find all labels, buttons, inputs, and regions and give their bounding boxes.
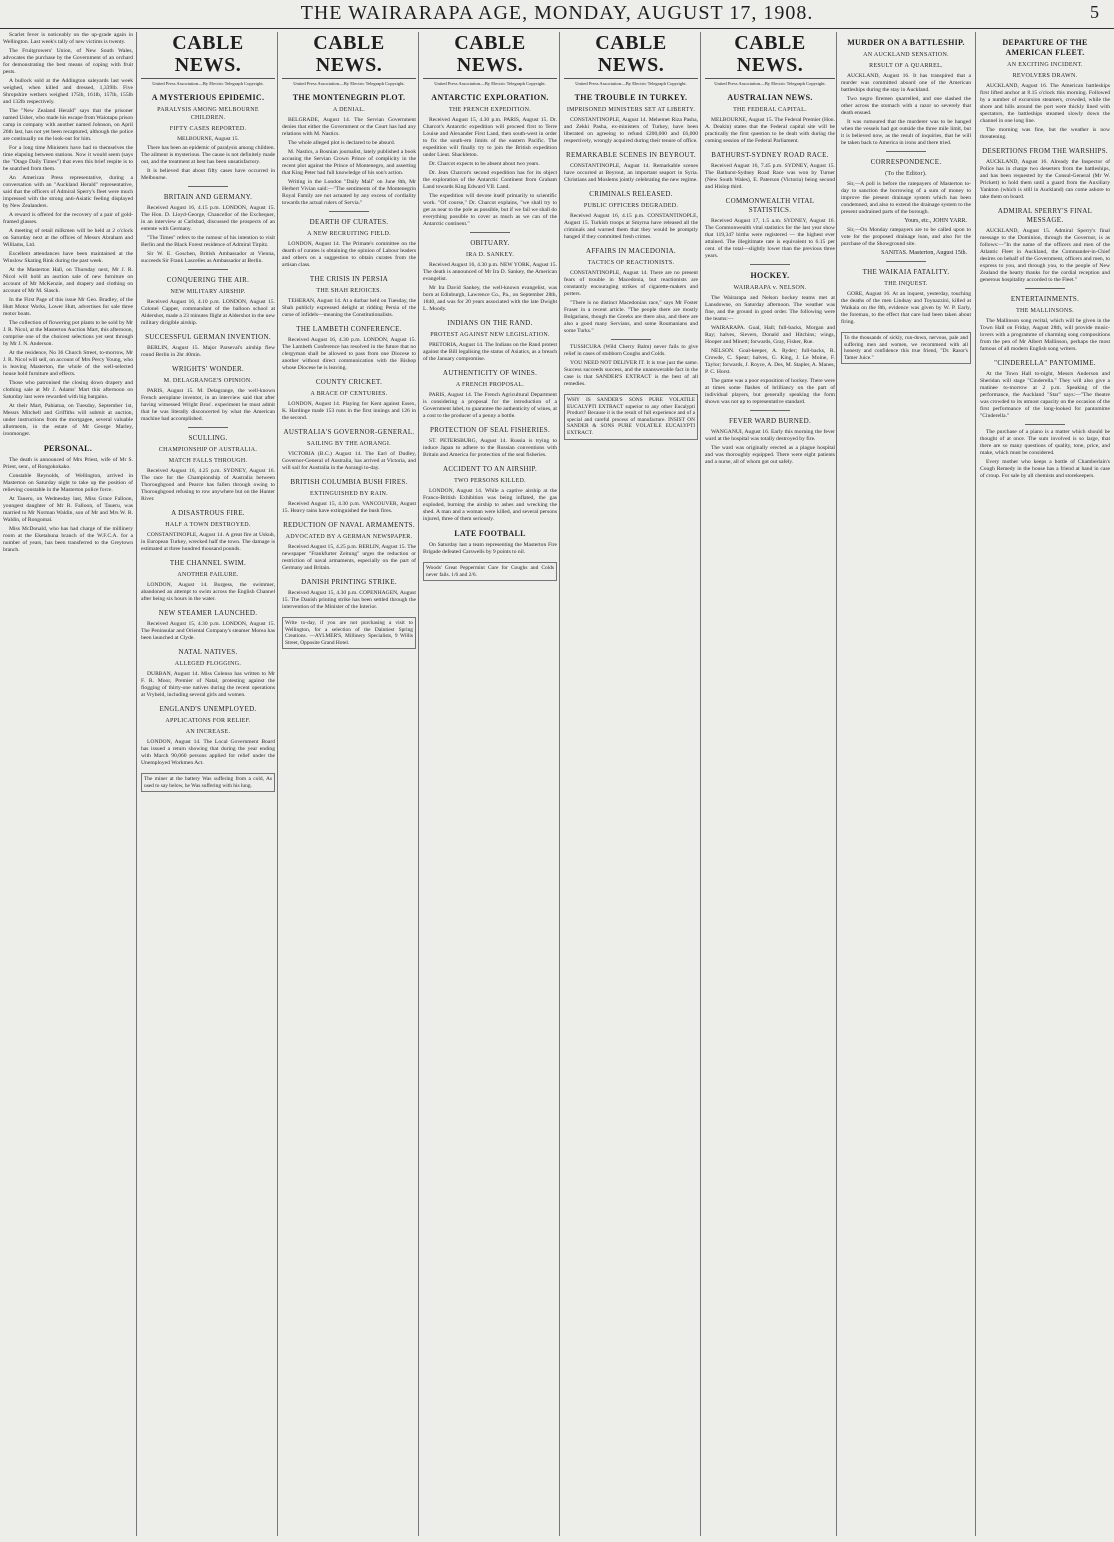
headline: WRIGHTS' WONDER.	[171, 365, 245, 373]
headline: ACCIDENT TO AN AIRSHIP.	[442, 465, 538, 473]
paragraph: BERLIN, August 15. Major Parseval's airship flew round Berlin in 2hr 40min.	[141, 345, 275, 358]
paragraph: VICTORIA (B.C.) August 14. The Earl of Dudley, Governor-General of Australia, has arrived at Victoria, and will sail for Australia in the Aorangi to-day.	[282, 451, 416, 471]
advertisement: Woods' Great Peppermint Cure for Coughs and Colds never fails. 1/6 and 2/6.	[423, 562, 557, 581]
subheadline: MATCH FALLS THROUGH.	[168, 458, 248, 464]
dateline: MELBOURNE, August 15.	[177, 136, 239, 142]
page-number: 5	[1090, 2, 1100, 22]
subheadline: AN INCREASE.	[185, 729, 231, 735]
paragraph: YOU NEED NOT DELIVER IT. It is true just the same. Success succeeds success, and the unanswerable fact in the case is that SANDER'S EXTRACT is the best of all remedies.	[564, 360, 698, 387]
paragraph: M. Nastics, a Bosnian journalist, lately published a book accusing the Servian Crown Prince of complicity in the recent plot against the Prince of Montenegro, and asserting that King Peter had full knowledge of his son's action.	[282, 149, 416, 176]
paragraph: "There is no distinct Macedonian race," says Mr Foster Fraser in a recent article. "The people there are mostly Bulgarians, though the Greeks are there also, and there are also a good many Servians, and some Roumanians and some Turks."	[564, 300, 698, 334]
advertisement: Write to-day, if you are not purchasing a visit to Wellington, for a selection of the Daintiest Spring Creations. —AYLMER'S, Millinery Specialists, 9 Willis Street, Opposite Grand Hotel.	[282, 617, 416, 649]
paragraph: At the Masterton Hall, on Thursday next, Mr J. R. Nicol will hold an auction sale of new furniture on account of Mr McKenzie, and drapery and clothing on account of Mr M. Slasck.	[3, 267, 133, 294]
paragraph: Miss McDonald, who has had charge of the millinery room at the Eketahuna branch of the W.F.C.A. for a number of years, has been transferred to the Greytown branch.	[3, 526, 133, 553]
headline: A DISASTROUS FIRE.	[171, 509, 245, 517]
paragraph: At their Mart, Pahiatua, on Tuesday, September 1st, Messrs Mitchell and Griffiths will submit at auction, under instructions from the mortgagee, several valuable allotments, in the estate of Mr George Marley, ironmonger.	[3, 403, 133, 437]
headline: CRIMINALS RELEASED.	[589, 190, 673, 198]
paragraph: AUCKLAND, August 16. The American battleships first lifted anchor at 8.15 o'clock this morning. Followed by a number of excursion steamers, crowded, while the shore and hills around the port were thickly lined with spectators, the battleships steamed slowly down the channel in one long line.	[980, 83, 1110, 124]
headline: REMARKABLE SCENES IN BEYROUT.	[566, 151, 696, 159]
paragraph: LONDON, August 14. While a captive airship at the Franco-British Exhibition was being inflated, the gas exploded, burning the airship to ashes and wrecking the shed. A man and a woman were killed, and several persons injured, three of them seriously.	[423, 488, 557, 522]
paragraph: Sir W. E. Goschen, British Ambassador at Vienna, succeeds Sir Frank Lascelles as Ambassador at Berlin.	[141, 251, 275, 264]
paragraph: WAIRARAPA. Goal, Hall; full-backs, Morgan and Ray; halves, Sievers, Donald and Hitchins; wings, Hooper and Minett; forwards, Gray, Fisher, Rue.	[705, 325, 835, 345]
headline: AFFAIRS IN MACEDONIA.	[586, 247, 676, 255]
subheadline: HALF A TOWN DESTROYED.	[165, 522, 251, 528]
subheadline: AN AUCKLAND SENSATION.	[863, 52, 949, 58]
headline: PROTECTION OF SEAL FISHERIES.	[429, 426, 551, 434]
section-heading: PERSONAL.	[43, 444, 93, 453]
paragraph: Received August 16, 4.15 p.m. LONDON, August 15. The Hon. D. Lloyd-George, Chancellor of the Exchequer, in an interview at Carlsbad, discussed the prospects of an entente with Germany.	[141, 205, 275, 232]
paragraph: Received August 16, 4.15 p.m. CONSTANTINOPLE, August 15. Turkish troops at Smyrna have released all the criminals and warned them that they would be promptly hanged if they committed fresh crimes.	[564, 213, 698, 240]
subheadline: PROTEST AGAINST NEW LEGISLATION.	[430, 332, 550, 338]
paragraph: DURBAN, August 14. Miss Colenso has written to Mr F. R. Moor, Premier of Natal, protesting against the flogging of thirty-one natives during the recent operations at Vryheid, including several girls and women.	[141, 671, 275, 698]
masthead-title: THE WAIRARAPA AGE, MONDAY, AUGUST 17, 1908.	[300, 2, 814, 24]
paragraph: The Wairarapa and Nelson hockey teams met at Lansdowne, on Saturday afternoon. The weather was fine, and the ground in good order. The following were the teams:—	[705, 295, 835, 322]
divider	[1025, 288, 1065, 289]
column-7	[838, 32, 974, 1536]
paragraph: Dr. Charcot expects to be absent about two years.	[429, 161, 540, 167]
paragraph: PARIS, August 15. M. Delagrange, the well-known French aeroplane inventor, in an interview said that after having witnessed Wright Bros'. experiment he must admit that he was literally disconcerted by what the American machine had accomplished.	[141, 388, 275, 422]
paragraph: The morning was fine, but the weather is now threatening.	[980, 127, 1110, 140]
subheadline: THE MALLINSONS.	[1016, 308, 1074, 314]
paragraph: WANGANUI, August 16. Early this morning the fever ward at the hospital was totally destroyed by fire.	[705, 429, 835, 442]
paragraph: Received August 15, 4.30 p.m. COPENHAGEN, August 15. The Danish printing strike has been settled through the intervention of the Minister of the Interior.	[282, 590, 416, 610]
paragraph: AUCKLAND, August 15. Admiral Sperry's final message to the Dominion, through the Governor, is as follows:—"In the name of the officers and men of the Atlantic Fleet in Auckland, the Commander-in-Chief desires on behalf of the Government, officers and men, to express to you, and through you, to the people of New Zealand the hearty thanks for the cordial reception and generous hospitality accorded to the Fleet."	[980, 228, 1110, 283]
paragraph: PARIS, August 14. The French Agricultural Department is considering a proposal for the introduction of a Government label, to guarantee the authenticity of wines, at a cost to the producer of a penny a bottle.	[423, 392, 557, 419]
wire-credit: United Press Association—By Electric Telegraph Copyright.	[714, 81, 826, 86]
subheadline: PUBLIC OFFICERS DEGRADED.	[583, 203, 679, 209]
paragraph: CONSTANTINOPLE, August 14. Mehemet Riza Pasha, and Zekki Pasha, ex-ministers of Turkey, have been liberated on agreeing to refund £200,000 and £6,000 respectively, wrongly acquired during their tenure of office.	[564, 117, 698, 144]
headline: ENTERTAINMENTS.	[1010, 295, 1080, 303]
paragraph: AUCKLAND, August 16. It has transpired that a murder was committed aboard one of the American battleships during the stay in Auckland.	[841, 73, 971, 93]
divider	[470, 232, 510, 233]
headline: COMMONWEALTH VITAL STATISTICS.	[725, 197, 815, 214]
headline: BRITISH COLUMBIA BUSH FIRES.	[290, 478, 408, 486]
paragraph: Mr Ira David Sankey, the well-known evangelist, was born at Edinburgh, Lawrence Co., Pa., on September 28th, 1840, and was for 20 years associated with the late Dwight L. Moody.	[423, 285, 557, 312]
paragraph: Received August 15, 4.30 p.m. PARIS, August 15. Dr. Charcot's Antarctic expedition will proceed first to Terre Louise and Alexander First Land, then south-west in order to fix the south-ern limits of the eastern Pacific. The expedition will finally try to join the British expedition under Lieut. Shackleton.	[423, 117, 557, 158]
headline: COUNTY CRICKET.	[315, 378, 383, 386]
paragraph: CONSTANTINOPLE, August 14. A great fire at Uskub, in European Turkey, wrecked half the town. The damage is estimated at three hundred thousand pounds.	[141, 532, 275, 552]
headline: AUSTRALIAN NEWS.	[727, 93, 813, 102]
headline: A MYSTERIOUS EPIDEMIC.	[151, 93, 265, 102]
subheadline: A NEW RECRUITING FIELD.	[307, 231, 391, 237]
paragraph: LONDON, August 14. Burgess, the swimmer, abandoned an attempt to swim across the English Channel after being six hours in the water.	[141, 582, 275, 602]
subheadline: IMPRISONED MINISTERS SET AT LIBERTY.	[566, 107, 696, 113]
headline: AUTHENTICITY OF WINES.	[442, 369, 538, 377]
subheadline: (To the Editor).	[885, 171, 927, 177]
paragraph: TEHERAN, August 14. At a durbar held on Tuesday, the Shah publicly expressed delight at ridding Persia of the curse of infidels—meaning the Constitutionalists.	[282, 298, 416, 318]
paragraph: ST. PETERSBURG, August 14. Russia is trying to induce Japan to adhere to the Russian conventions with Britain and America for protection of the seal fisheries.	[423, 438, 557, 458]
paragraph: Received August 15, 4.30 p.m. VANCOUVER, August 15. Heavy rains have extinguished the bush fires.	[282, 501, 416, 514]
wire-credit: United Press Association—By Electric Telegraph Copyright.	[293, 81, 405, 86]
paragraph: The death is announced of Mrs Priest, wife of Mr S. Priest, senr., of Rongokokako.	[3, 457, 133, 470]
headline: ANTARCTIC EXPLORATION.	[431, 93, 549, 102]
cable-news-banner: CABLE NEWS.	[423, 32, 557, 79]
subheadline: THE SHAH REJOICES.	[316, 288, 382, 294]
paragraph: TUSSICURA (Wild Cherry Balm) never fails to give relief in cases of stubborn Coughs and Colds.	[564, 344, 698, 357]
paragraph: CONSTANTINOPLE, August 14. There are no present fears of trouble in Macedonia, but reactionists are constantly encouraging strikes of cigarette-makers and porters.	[564, 270, 698, 297]
paragraph: Received August 17, 1.5 a.m. SYDNEY, August 16. The Commonwealth vital statistics for the last year show that 119,347 births were registered — the highest ever attained. The illegitimate rate is equivalent to 6.15 per cent. of the total—slightly lower than the previous three years.	[705, 218, 835, 259]
subheadline: A BRACE OF CENTURIES.	[310, 391, 388, 397]
headline: AUSTRALIA'S GOVERNOR-GENERAL.	[283, 428, 415, 436]
paragraph: Received August 16, 4.10 p.m. LONDON, August 15. Colonel Capper, commandant of the balloon school at Aldershot, made a 23 minutes flight at Aldershot in the new military dirigible airship.	[141, 299, 275, 326]
subheadline: NEW MILITARY AIRSHIP.	[170, 289, 246, 295]
divider	[611, 339, 651, 340]
paragraph: At the Town Hall to-night, Messrs Anderson and Sheridan will stage "Cinderella." They will also give a matinee to-morrow at 2 p.m. Speaking of the performance, the Auckland "Star" says:—"The theatre was crowded to its utmost capacity on the occasion of the first performance of the long-looked for pantomime "Cinderella."	[980, 371, 1110, 419]
headline: CORRESPONDENCE.	[870, 158, 942, 166]
column-6	[702, 32, 838, 1536]
paragraph: The game was a poor exposition of hockey. There were at times some flashes of brilliancy on the part of individual players, but generally speaking the form shown was not up to representative standard.	[705, 378, 835, 405]
headline: NATAL NATIVES.	[178, 648, 238, 656]
paragraph: A bullock sold at the Addington saleyards last week weighed, when killed and dressed, 1,339lb. Five Shropshire wethers weighed 175lb, 161lb, 157lb, 155lb and 132lb respectively.	[3, 78, 133, 105]
column-rule	[136, 32, 137, 1536]
divider	[886, 151, 926, 152]
advertisement: To the thousands of sickly, run-down, nervous, pale and suffering men and women, we recommend with all honesty and confidence this true friend, "Dr. Rasor's Tamer Juice."	[841, 332, 971, 364]
subheadline: REVOLVERS DRAWN.	[1012, 73, 1078, 79]
column-1	[0, 32, 136, 1536]
paragraph: Constable Reynolds, of Wellington, arrived in Masterton on Saturday night to take up the position of relieving constable in the Masterton police force.	[3, 473, 133, 493]
subheadline: APPLICATIONS FOR RELIEF.	[165, 718, 251, 724]
subheadline: SAILING BY THE AORANGI.	[307, 441, 391, 447]
cable-news-banner: CABLE NEWS.	[705, 32, 835, 79]
paragraph: Received August 16, 4.25 p.m. SYDNEY, August 16. The race for the Championship of Australia between Thoroughgood and Pearce has fallen through owing to Thoroughgood refusing to row anywhere but on the Hunter River.	[141, 468, 275, 502]
paragraph: "The Times" refers to the rumour of his intention to visit Berlin and the Black Forest residence of Admiral Tirpitz.	[141, 235, 275, 248]
subheadline: EXTINGUISHED BY RAIN.	[310, 491, 388, 497]
subheadline: TWO PERSONS KILLED.	[454, 478, 526, 484]
headline: CONQUERING THE AIR.	[166, 276, 250, 284]
headline: NEW STEAMER LAUNCHED.	[158, 609, 258, 617]
paragraph: At Taueru, on Wednesday last, Miss Grace Falloon, youngest daughter of Mr R. Falloon, of Taueru, was married to Mr Norman Waldin, son of Mr and Mrs W. R. Waldin, of Rongomai.	[3, 496, 133, 523]
headline: ADMIRAL SPERRY'S FINAL MESSAGE.	[997, 207, 1093, 224]
paragraph: Received August 15, 4.25 p.m. BERLIN, August 15. The newspaper "Frankfurter Zeitung" urges the reduction or restriction of naval armaments, especially on the part of Germany and Britain.	[282, 544, 416, 571]
headline: THE TROUBLE IN TURKEY.	[574, 93, 688, 102]
headline: INDIANS ON THE RAND.	[447, 319, 533, 327]
paragraph: Received August 16, 4.30 p.m. NEW YORK, August 15. The death is announced of Mr Ira D. Sankey, the American evangelist.	[423, 262, 557, 282]
wire-credit: United Press Association—By Electric Telegraph Copyright.	[434, 81, 546, 86]
divider	[886, 261, 926, 262]
headline: BATHURST-SYDNEY ROAD RACE.	[711, 151, 829, 159]
paragraph: Every mother who keeps a bottle of Chamberlain's Cough Remedy in the house has a friend at hand in case of croup. For sale by all chemists and storekeepers.	[980, 459, 1110, 479]
column-5	[561, 32, 701, 1536]
headline: THE WAIKAIA FATALITY.	[862, 268, 950, 276]
headline: BRITAIN AND GERMANY.	[163, 193, 253, 201]
cable-news-banner: CABLE NEWS.	[564, 32, 698, 79]
paragraph: In the First Page of this issue Mr Geo. Bradley, of the Hutt Motor Works, Lower Hutt, advertises for sale three motor boats.	[3, 297, 133, 317]
paragraph: MELBOURNE, August 15. The Federal Premier (Hon. A. Deakin) states that the Federal capital site will be practically the first question to be dealt with during the coming session of the Federal Parliament.	[705, 117, 835, 144]
divider	[188, 269, 228, 270]
divider	[188, 186, 228, 187]
paragraph: At the residence, No 36 Church Street, to-morrow, Mr J. R. Nicol will sell, on account of Mrs Percy Young, who is leaving Masterton, the whole of the well-selected house hold furniture and effects.	[3, 350, 133, 377]
paragraph: On Saturday last a team representing the Masterton Fire Brigade defeated Carswells by 9 points to nil.	[423, 542, 557, 555]
headline: THE CHANNEL SWIM.	[169, 559, 247, 567]
headline: THE MONTENEGRIN PLOT.	[292, 93, 406, 102]
paragraph: GORE, August 16. At an inquest, yesterday, touching the deaths of the men Lindsay and Toynazzini, killed at Waikaia on the 8th, evidence was given by W. P. Early, the foreman, to the effect that care had been taken about firing.	[841, 291, 971, 325]
paragraph: The ward was originally erected as a plague hospital and was thoroughly equipped. There were eight patients and a nurse, all of whom got out safely.	[705, 445, 835, 465]
divider	[1025, 424, 1065, 425]
headline: OBITUARY.	[470, 239, 510, 247]
subheadline: THE FRENCH EXPEDITION.	[448, 107, 532, 113]
paragraph: CONSTANTINOPLE, August 14. Remarkable scenes have occurred at Beyrout, an important seaport in Syria. Christians and Moslems jointly celebrating the new regime.	[564, 163, 698, 183]
paragraph: Dr. Jean Charcot's second expedition has for its object the exploration of the Antarctic Continent from Graham Land towards King Edward VII. Land.	[423, 170, 557, 190]
paragraph: It was rumoured that the murderer was to be hanged when the vessels had got outside the three mile limit, but it is believed now, as the result of inquiries, that he will be taken back to America in irons and there tried.	[841, 119, 971, 146]
subheadline: ALLEGED FLOGGING.	[174, 661, 242, 667]
paragraph: An American Press representative, during a conversation with an "Auckland Herald" representative, said that the officers of Admiral Sperry's fleet were much impressed with the strong anti-Asiatic feeling displayed by New Zealanders.	[3, 175, 133, 209]
subheadline: THE FEDERAL CAPITAL.	[733, 107, 807, 113]
subheadline: A DENIAL.	[332, 107, 366, 113]
letter-signature: Yours, etc., JOHN YARR.	[904, 218, 967, 224]
divider	[750, 410, 790, 411]
headline: HOCKEY.	[750, 271, 790, 280]
headline: DEPARTURE OF THE AMERICAN FLEET.	[1002, 38, 1088, 57]
paragraph: There has been an epidemic of paralysis among children. The ailment is mysterious. The cause is not definitely made out, and the treatment at best has been unsatisfactory.	[141, 145, 275, 165]
subheadline: AN EXCITING INCIDENT.	[1007, 62, 1083, 68]
headline: LATE FOOTBALL	[454, 529, 526, 538]
subheadline: ANOTHER FAILURE.	[177, 572, 239, 578]
wire-credit: United Press Association—By Electric Telegraph Copyright.	[575, 81, 687, 86]
paragraph: LONDON, August 14. The Primate's committee on the dearth of curates is obtaining the opinion of Labour leaders and others on a suggestion to obtain curates from the artisan class.	[282, 241, 416, 268]
paragraph: AUCKLAND, August 16. Already the Inspector of Police has in charge two deserters from the battleships, and has been requested by the Consul-General (Mr W. Prickett) to hold them until a guard from the Auxiliary Yankton (which is still in Auckland) can come ashore to take them on board.	[980, 159, 1110, 200]
headline: SCULLING.	[188, 434, 228, 442]
cable-news-banner: CABLE NEWS.	[282, 32, 416, 79]
column-4	[420, 32, 560, 1536]
paragraph: The Fruitgrowers' Union, of New South Wales, advocates the purchase by the Government of an orchard for demonstrating the best means of coping with fruit pests.	[3, 48, 133, 75]
column-rule	[975, 32, 976, 1536]
letter-signature: SANITAS. Masterton, August 15th.	[881, 250, 967, 256]
subheadline: IRA D. SANKEY.	[465, 252, 515, 258]
paragraph: Received August 16, 4.30 p.m. LONDON, August 15. The Lambeth Conference has resolved in the future that no clergyman shall be allowed to pass from one Diocese to another without direct communication with the Bishop whose Diocese he is leaving.	[282, 337, 416, 371]
paragraph: PRETORIA, August 14. The Indians on the Rand protest against the Bill legalising the status of Asiatics, as a breach of the January compromise.	[423, 342, 557, 362]
subheadline: ADVOCATED BY A GERMAN NEWSPAPER.	[285, 534, 413, 540]
subheadline: TACTICS OF REACTIONISTS.	[587, 260, 675, 266]
headline: ENGLAND'S UNEMPLOYED.	[159, 705, 257, 713]
divider	[750, 264, 790, 265]
headline: THE LAMBETH CONFERENCE.	[296, 325, 402, 333]
paragraph: The purchase of a piano is a matter which should be thought of at once. The sum involved is so large, that there are so many questions of quality, tone, price, and make, which must be considered.	[980, 429, 1110, 456]
headline: THE CRISIS IN PERSIA	[309, 275, 389, 283]
subheadline: CHAMPIONSHIP OF AUSTRALIA.	[158, 447, 258, 453]
headline: "CINDERELLA" PANTOMIME.	[994, 359, 1096, 367]
headline: MURDER ON A BATTLESHIP.	[847, 38, 965, 47]
paragraph: LONDON, August 14. Playing for Kent against Essex, K. Hardinge made 153 runs in the first innings and 126 in the second.	[282, 401, 416, 421]
headline: REDUCTION OF NAVAL ARMAMENTS.	[283, 521, 415, 529]
headline: DEARTH OF CURATES.	[309, 218, 389, 226]
paragraph: It is believed that about fifty cases have occurred in Melbourne.	[141, 168, 275, 181]
paragraph: The expedition will devote itself primarily to scientific work. "Of course," Dr. Charcot explains, "we shall try to get as near to the pole as possible, but if we fail we shall do everything possible to cover as much as we can of the Antarctic continent."	[423, 193, 557, 227]
paragraph: The Mallinson song recital, which will be given in the Town Hall on Friday, August 28th, will provide music-lovers with a programme of charming song compositions from the pen of Mr Albert Mallinson, perhaps the most famous of all modern English song writers.	[980, 318, 1110, 352]
column-3	[279, 32, 419, 1536]
headline: SUCCESSFUL GERMAN INVENTION.	[145, 333, 271, 341]
subheadline: FIFTY CASES REPORTED.	[169, 126, 247, 132]
headline: FEVER WARD BURNED.	[728, 417, 812, 425]
paragraph: For a long time Ministers have had to themselves the time elapsing between stations. Now it would seem (says the "Otago Daily Times") that even this brief respite is to be snatched from them.	[3, 145, 133, 172]
paragraph: Sir,—On Monday ratepayers are to be called upon to vote for the proposed drainage loan, and also for the purchase of the Showground site.	[841, 227, 971, 247]
paragraph: Two negro firemen quarrelled, and one slashed the other across the stomach with a razor so severely that death ensued.	[841, 96, 971, 116]
subheadline: WAIRARAPA v. NELSON.	[733, 285, 807, 291]
paragraph: Scarlet fever is noticeably on the up-grade again in Wellington. Last week's tally of new victims is twenty.	[3, 32, 133, 45]
paragraph: Writing in the London "Daily Mail" on June 8th, Mr Herbert Vivian said:—"The sentiments of the Montenegrin Royal Family are not actuated by any excess of cordiality towards the actual rulers of Servia."	[282, 179, 416, 206]
masthead	[0, 2, 1114, 29]
subheadline: A FRENCH PROPOSAL.	[455, 382, 525, 388]
paragraph: Received August 16, 7.45 p.m. SYDNEY, August 15. The Bathurst-Sydney Road Race was won by Turner (New South Wales), E. Paterson (Victoria) being second and Hislop third.	[705, 163, 835, 190]
paragraph: A reward is offered for the recovery of a pair of gold-framed glasses.	[3, 212, 133, 225]
column-2	[138, 32, 278, 1536]
paragraph: The collection of flowering pot plants to be sold by Mr J. R. Nicol, at the Masterton Auction Mart, this afternoon, comprise one of the choicest selections yet sent through by Mr J. N. Anderson.	[3, 320, 133, 347]
paragraph: Excellent attendances have been maintained at the Winslow Skating Rink during the past week.	[3, 251, 133, 264]
paragraph: Received August 15, 4.30 p.m. LONDON, August 15. The Peninsular and Oriental Company's steamer Morea has been launched at Clyde.	[141, 621, 275, 641]
paragraph: LONDON, August 14. The Local Government Board has issued a return showing that during the year ending with March 90,060 persons applied for relief under the Unemployed Workmen Act.	[141, 739, 275, 766]
headline: DANISH PRINTING STRIKE.	[301, 578, 397, 586]
wire-credit: United Press Association—By Electric Telegraph Copyright.	[152, 81, 264, 86]
paragraph: Sir,—A poll is before the ratepayers of Masterton to-day to sanction the borrowing of a sum of money to improve the present drainage system which has been condemned, and also to extend the drainage system to the present undrained parts of the borough.	[841, 181, 971, 215]
advertisement: WHY IS SANDER'S SONS PURE VOLATILE EUCALYPTI EXTRACT superior to any other Eucalypti Product? Because it is the result of full experience and of a special and careful process of manufacture. INSIST ON SANDER & SONS PURE VOLATILE EUCALYPTI EXTRACT.	[564, 394, 698, 440]
cable-news-banner: CABLE NEWS.	[141, 32, 275, 79]
divider	[329, 211, 369, 212]
paragraph: The "New Zealand Herald" says that the prisoner named Usher, who made his escape from Waiotapu prison camp in company with another named Johnson, on April 26th last, has not yet been recaptured, although the police are continually on the look-out for him.	[3, 108, 133, 142]
subheadline: PARALYSIS AMONG MELBOURNE CHILDREN.	[157, 107, 259, 121]
subheadline: RESULT OF A QUARREL.	[869, 63, 943, 69]
paragraph: The whole alleged plot is declared to be absurd.	[288, 140, 396, 146]
paragraph: Those who patronised the closing down drapery and clothing sale at Mr J. Adams' Mart this afternoon on Saturday last were rewarded with big bargains.	[3, 380, 133, 400]
paragraph: A meeting of retail milkmen will be held at 2 o'clock on Saturday next at the offices of Messrs Abraham and Williams, Ltd.	[3, 228, 133, 248]
subheadline: M. DELAGRANGE'S OPINION.	[163, 378, 253, 384]
column-8	[977, 32, 1113, 1536]
paragraph: BELGRADE, August 14. The Servian Government denies that either the Government or the Court has had any relations with M. Nastics.	[282, 117, 416, 137]
subheadline: THE INQUEST.	[884, 281, 928, 287]
paragraph: NELSON. Goal-keeper, A. Ryder; full-backs, R. Crowde, C. Spear; halves, G. King, J. Le Moine, F. Taylor; forwards, J. Royce, A. Des, M. Stapler, A. Manes, P. C. Horst.	[705, 348, 835, 375]
headline: DESERTIONS FROM THE WARSHIPS.	[982, 147, 1108, 155]
divider	[188, 427, 228, 428]
advertisement: The miner at the battery Was suffering from a cold, As used to say below, he Was suffering with his lung.	[141, 773, 275, 792]
